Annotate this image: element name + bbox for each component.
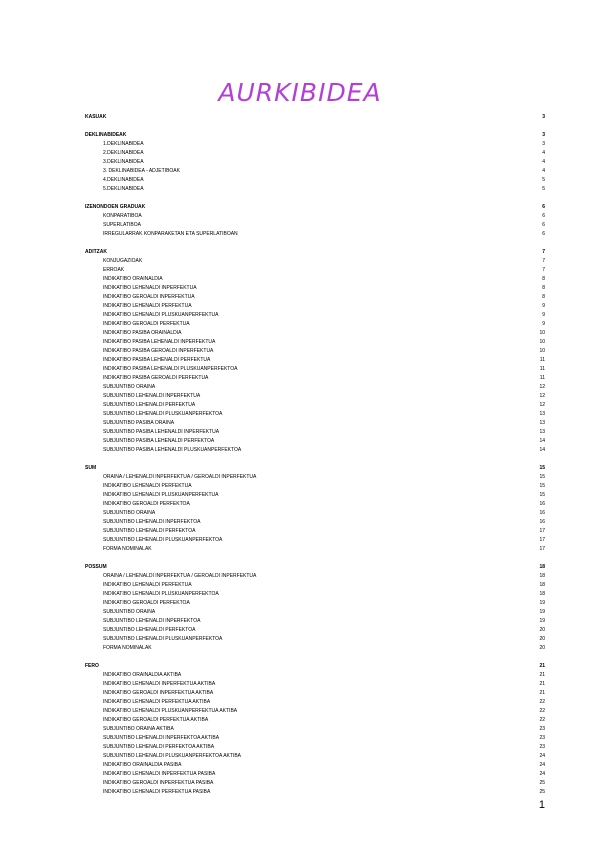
toc-entry-page: 17 (539, 537, 545, 543)
toc-entry[interactable] (85, 572, 545, 581)
toc-section-heading[interactable] (85, 662, 545, 671)
toc-entry-page: 19 (539, 609, 545, 615)
toc-entry-page: 15 (539, 465, 545, 471)
toc-entry-page: 13 (539, 420, 545, 426)
toc-entry-label: SUBJUNTIBO ORAINA AKTIBA (103, 726, 174, 732)
toc-entry-page: 23 (539, 744, 545, 750)
toc-entry-label: 5.DEKLINABIDEA (103, 186, 144, 192)
toc-entry-page: 9 (542, 321, 545, 327)
toc-entry-page: 8 (542, 285, 545, 291)
toc-entry-label: INDIKATIBO LEHENALDI INPERFEKTUA (103, 285, 197, 291)
toc-entry-page: 12 (539, 393, 545, 399)
toc-entry-page: 10 (539, 348, 545, 354)
toc-entry-page: 16 (539, 519, 545, 525)
toc-entry-label: IZENONDOEN GRADUAK (85, 204, 146, 210)
toc-entry-label: INDIKATIBO GEROALDI PERFEKTOA (103, 501, 190, 507)
toc-entry[interactable] (85, 545, 545, 554)
toc-entry-label: INDIKATIBO LEHENALDI PLUSKUANPERFEKTUA (103, 492, 219, 498)
toc-entry[interactable] (85, 347, 545, 356)
toc-entry-page: 6 (542, 222, 545, 228)
toc-entry-label: SUBJUNTIBO LEHENALDI PERFEKTUA (103, 402, 196, 408)
toc-entry-label: INDIKATIBO PASIBA ORAINALDIA (103, 330, 182, 336)
toc-entry[interactable] (85, 734, 545, 743)
toc-entry-label: SUBJUNTIBO LEHENALDI INPERFEKTOA AKTIBA (103, 735, 220, 741)
toc-entry-page: 18 (539, 582, 545, 588)
toc-entry-page: 24 (539, 753, 545, 759)
toc-entry-page: 20 (539, 645, 545, 651)
toc-entry-page: 3 (542, 132, 545, 138)
toc-entry[interactable] (85, 500, 545, 509)
toc-entry[interactable] (85, 680, 545, 689)
toc-entry[interactable] (85, 608, 545, 617)
toc-entry[interactable] (85, 698, 545, 707)
toc-entry-label: FORMA NOMINALAK (103, 645, 152, 651)
toc-entry-page: 23 (539, 735, 545, 741)
table-of-contents (85, 113, 545, 797)
toc-entry-page: 3 (542, 114, 545, 120)
toc-entry-page: 13 (539, 411, 545, 417)
toc-entry-label: 3. DEKLINABIDEA - ADJETIBOAK (103, 168, 180, 174)
toc-entry-label: INDIKATIBO ORAINALDIA AKTIBA (103, 672, 182, 678)
toc-entry[interactable] (85, 149, 545, 158)
toc-entry[interactable] (85, 410, 545, 419)
toc-entry-label: IRREGULARRAK KONPARAKETAN ETA SUPERLATIBOAN (103, 231, 238, 237)
toc-entry-page: 20 (539, 627, 545, 633)
toc-entry[interactable] (85, 167, 545, 176)
toc-section-heading[interactable] (85, 563, 545, 572)
toc-section-heading[interactable] (85, 464, 545, 473)
toc-entry[interactable] (85, 383, 545, 392)
toc-entry-label: INDIKATIBO LEHENALDI PERFEKTUA PASIBA (103, 789, 211, 795)
toc-entry[interactable] (85, 518, 545, 527)
toc-entry-label: SUBJUNTIBO ORAINA (103, 609, 156, 615)
toc-entry-label: SUBJUNTIBO LEHENALDI PLUSKUANPERFEKTOA (103, 537, 223, 543)
toc-entry-label: SUBJUNTIBO PASIBA LEHENALDI PERFEKTOA (103, 438, 215, 444)
toc-entry-label: INDIKATIBO ORAINALDIA PASIBA (103, 762, 182, 768)
toc-entry-page: 22 (539, 717, 545, 723)
toc-entry-label: SUM (85, 465, 97, 471)
toc-entry-label: SUBJUNTIBO LEHENALDI INPERFEKTUA (103, 393, 201, 399)
toc-spacer (85, 122, 545, 131)
toc-entry-label: SUBJUNTIBO PASIBA ORAINA (103, 420, 175, 426)
toc-entry-page: 17 (539, 528, 545, 534)
toc-entry[interactable] (85, 212, 545, 221)
toc-entry[interactable] (85, 311, 545, 320)
toc-entry[interactable] (85, 473, 545, 482)
toc-entry-label: KONJUGAZIOAK (103, 258, 143, 264)
toc-spacer (85, 194, 545, 203)
toc-entry-label: SUBJUNTIBO LEHENALDI INPERFEKTOA (103, 519, 201, 525)
toc-entry-label: INDIKATIBO PASIBA LEHENALDI INPERFEKTUA (103, 339, 216, 345)
toc-spacer (85, 653, 545, 662)
toc-entry[interactable] (85, 644, 545, 653)
toc-entry-label: SUBJUNTIBO ORAINA (103, 384, 156, 390)
toc-entry-label: ORAINA / LEHENALDI INPERFEKTUA / GEROALDI INPERFEKTUA (103, 474, 257, 480)
toc-entry[interactable] (85, 140, 545, 149)
toc-entry-label: INDIKATIBO LEHENALDI PERFEKTUA (103, 582, 192, 588)
toc-entry-page: 19 (539, 600, 545, 606)
toc-entry-page: 21 (539, 690, 545, 696)
toc-entry-label: INDIKATIBO GEROALDI INPERFEKTUA (103, 294, 195, 300)
toc-entry[interactable] (85, 581, 545, 590)
toc-entry[interactable] (85, 284, 545, 293)
toc-entry-page: 4 (542, 159, 545, 165)
toc-entry-label: SUBJUNTIBO ORAINA (103, 510, 156, 516)
toc-entry-page: 22 (539, 699, 545, 705)
toc-section-heading[interactable] (85, 248, 545, 257)
toc-entry-label: INDIKATIBO LEHENALDI PLUSKUANPERFEKTUA (103, 312, 219, 318)
toc-entry[interactable] (85, 635, 545, 644)
toc-section-heading[interactable] (85, 113, 545, 122)
toc-spacer (85, 455, 545, 464)
toc-spacer (85, 554, 545, 563)
toc-entry-page: 4 (542, 168, 545, 174)
toc-entry[interactable] (85, 437, 545, 446)
toc-entry-page: 19 (539, 618, 545, 624)
toc-entry[interactable] (85, 374, 545, 383)
toc-entry[interactable] (85, 671, 545, 680)
toc-entry[interactable] (85, 509, 545, 518)
toc-entry-label: INDIKATIBO PASIBA GEROALDI PERFEKTUA (103, 375, 209, 381)
toc-entry[interactable] (85, 221, 545, 230)
toc-entry-page: 15 (539, 492, 545, 498)
toc-entry-page: 6 (542, 231, 545, 237)
toc-entry-label: INDIKATIBO PASIBA LEHENALDI PERFEKTUA (103, 357, 211, 363)
toc-entry-label: INDIKATIBO GEROALDI PERFEKTUA AKTIBA (103, 717, 209, 723)
toc-entry[interactable] (85, 329, 545, 338)
toc-entry[interactable] (85, 158, 545, 167)
toc-entry[interactable] (85, 275, 545, 284)
toc-entry[interactable] (85, 176, 545, 185)
toc-entry-label: POSSUM (85, 564, 107, 570)
toc-entry[interactable] (85, 401, 545, 410)
toc-entry[interactable] (85, 356, 545, 365)
toc-entry-page: 5 (542, 177, 545, 183)
toc-entry-page: 7 (542, 258, 545, 264)
toc-entry[interactable] (85, 419, 545, 428)
toc-entry-page: 3 (542, 141, 545, 147)
toc-entry-page: 24 (539, 771, 545, 777)
toc-entry[interactable] (85, 743, 545, 752)
toc-entry-label: ORAINA / LEHENALDI INPERFEKTUA / GEROALDI INPERFEKTUA (103, 573, 257, 579)
toc-entry-label: INDIKATIBO LEHENALDI PERFEKTUA AKTIBA (103, 699, 211, 705)
toc-entry-page: 5 (542, 186, 545, 192)
toc-entry-page: 21 (539, 663, 545, 669)
toc-section-heading[interactable] (85, 203, 545, 212)
toc-entry-page: 9 (542, 303, 545, 309)
toc-entry-page: 13 (539, 429, 545, 435)
toc-entry-page: 23 (539, 726, 545, 732)
toc-entry[interactable] (85, 491, 545, 500)
toc-entry-page: 18 (539, 564, 545, 570)
toc-entry-label: INDIKATIBO LEHENALDI INPERFEKTUA AKTIBA (103, 681, 216, 687)
toc-entry[interactable] (85, 185, 545, 194)
toc-entry-page: 16 (539, 510, 545, 516)
toc-entry[interactable] (85, 293, 545, 302)
toc-entry[interactable] (85, 320, 545, 329)
toc-section-heading[interactable] (85, 131, 545, 140)
toc-entry-label: 2.DEKLINABIDEA (103, 150, 144, 156)
toc-entry[interactable] (85, 617, 545, 626)
toc-entry-page: 24 (539, 762, 545, 768)
toc-entry-page: 25 (539, 780, 545, 786)
toc-entry-label: 3.DEKLINABIDEA (103, 159, 144, 165)
toc-entry-page: 11 (539, 375, 545, 381)
toc-entry[interactable] (85, 302, 545, 311)
toc-entry-page: 25 (539, 789, 545, 795)
toc-entry-page: 15 (539, 483, 545, 489)
toc-entry-label: SUBJUNTIBO LEHENALDI INPERFEKTOA (103, 618, 201, 624)
toc-entry-label: ERROAK (103, 267, 125, 273)
toc-entry-page: 17 (539, 546, 545, 552)
toc-entry-page: 10 (539, 339, 545, 345)
toc-entry-label: 1.DEKLINABIDEA (103, 141, 144, 147)
toc-entry-page: 11 (539, 366, 545, 372)
toc-entry-page: 14 (539, 438, 545, 444)
toc-entry[interactable] (85, 446, 545, 455)
toc-entry-label: INDIKATIBO GEROALDI INPERFEKTUA AKTIBA (103, 690, 214, 696)
page-number: 1 (538, 799, 545, 811)
toc-entry-label: SUBJUNTIBO LEHENALDI PLUSKUANPERFEKTOA (103, 411, 223, 417)
toc-entry-page: 6 (542, 204, 545, 210)
toc-entry[interactable] (85, 689, 545, 698)
toc-entry-page: 7 (542, 249, 545, 255)
toc-entry-page: 9 (542, 312, 545, 318)
toc-entry-page: 18 (539, 573, 545, 579)
toc-entry-page: 12 (539, 384, 545, 390)
toc-entry-label: INDIKATIBO LEHENALDI PLUSKUANPERFEKTOA (103, 591, 219, 597)
toc-spacer (85, 239, 545, 248)
toc-entry-page: 21 (539, 672, 545, 678)
toc-entry-page: 12 (539, 402, 545, 408)
toc-entry-label: INDIKATIBO LEHENALDI PLUSKUANPERFEKTUA AKTIBA (103, 708, 238, 714)
toc-entry-page: 18 (539, 591, 545, 597)
toc-entry-label: KONPARATIBOA (103, 213, 142, 219)
toc-entry-page: 16 (539, 501, 545, 507)
toc-entry-page: 6 (542, 213, 545, 219)
toc-entry-label: INDIKATIBO LEHENALDI PERFEKTUA (103, 303, 192, 309)
toc-entry[interactable] (85, 626, 545, 635)
toc-entry[interactable] (85, 527, 545, 536)
toc-entry[interactable] (85, 365, 545, 374)
toc-entry[interactable] (85, 716, 545, 725)
page-title: AURKIBIDEA (218, 78, 382, 107)
toc-entry-label: DEKLINABIDEAK (85, 132, 127, 138)
toc-entry[interactable] (85, 338, 545, 347)
toc-entry-label: KASUAK (85, 114, 107, 120)
toc-entry-label: INDIKATIBO GEROALDI INPERFEKTUA PASIBA (103, 780, 214, 786)
toc-entry[interactable] (85, 590, 545, 599)
toc-entry-label: INDIKATIBO PASIBA GEROALDI INPERFEKTUA (103, 348, 214, 354)
toc-entry[interactable] (85, 230, 545, 239)
toc-entry-page: 11 (539, 357, 545, 363)
toc-entry-page: 8 (542, 276, 545, 282)
toc-entry[interactable] (85, 428, 545, 437)
toc-entry[interactable] (85, 599, 545, 608)
toc-entry[interactable] (85, 752, 545, 761)
toc-entry-page: 22 (539, 708, 545, 714)
toc-entry-label: SUBJUNTIBO LEHENALDI PERFEKTOA (103, 627, 196, 633)
toc-entry-label: SUBJUNTIBO LEHENALDI PERFEKTOA (103, 528, 196, 534)
toc-entry-label: SUBJUNTIBO PASIBA LEHENALDI INPERFEKTUA (103, 429, 220, 435)
toc-entry-label: 4.DEKLINABIDEA (103, 177, 144, 183)
toc-entry-label: INDIKATIBO GEROALDI PERFEKTUA (103, 321, 190, 327)
toc-entry-page: 21 (539, 681, 545, 687)
toc-entry[interactable] (85, 779, 545, 788)
toc-entry[interactable] (85, 482, 545, 491)
toc-entry[interactable] (85, 707, 545, 716)
toc-entry-label: INDIKATIBO PASIBA LEHENALDI PLUSKUANPERFEKTOA (103, 366, 238, 372)
toc-entry[interactable] (85, 788, 545, 797)
toc-entry-label: SUPERLATIBOA (103, 222, 141, 228)
toc-entry-label: INDIKATIBO GEROALDI PERFEKTOA (103, 600, 190, 606)
toc-entry-label: SUBJUNTIBO LEHENALDI PLUSKUANPERFEKTOA (103, 636, 223, 642)
toc-entry[interactable] (85, 257, 545, 266)
toc-entry-page: 4 (542, 150, 545, 156)
toc-entry-label: SUBJUNTIBO LEHENALDI PERFEKTOA AKTIBA (103, 744, 215, 750)
toc-entry[interactable] (85, 266, 545, 275)
toc-entry[interactable] (85, 536, 545, 545)
toc-entry[interactable] (85, 761, 545, 770)
toc-entry-label: INDIKATIBO LEHENALDI INPERFEKTUA PASIBA (103, 771, 216, 777)
toc-entry-page: 20 (539, 636, 545, 642)
toc-entry[interactable] (85, 392, 545, 401)
toc-entry-page: 7 (542, 267, 545, 273)
toc-entry-label: INDIKATIBO ORAINALDIA (103, 276, 163, 282)
toc-entry-label: ADITZAK (85, 249, 107, 255)
toc-entry-page: 10 (539, 330, 545, 336)
toc-entry-label: FORMA NOMINALAK (103, 546, 152, 552)
toc-entry-label: SUBJUNTIBO PASIBA LEHENALDI PLUSKUANPERFEKTOA (103, 447, 242, 453)
toc-entry-label: INDIKATIBO LEHENALDI PERFEKTUA (103, 483, 192, 489)
toc-entry-label: SUBJUNTIBO LEHENALDI PLUSKUANPERFEKTOA AKTIBA (103, 753, 242, 759)
toc-entry[interactable] (85, 725, 545, 734)
toc-entry-page: 14 (539, 447, 545, 453)
toc-entry-page: 15 (539, 474, 545, 480)
toc-entry-label: FERO (85, 663, 99, 669)
toc-entry-page: 8 (542, 294, 545, 300)
toc-entry[interactable] (85, 770, 545, 779)
